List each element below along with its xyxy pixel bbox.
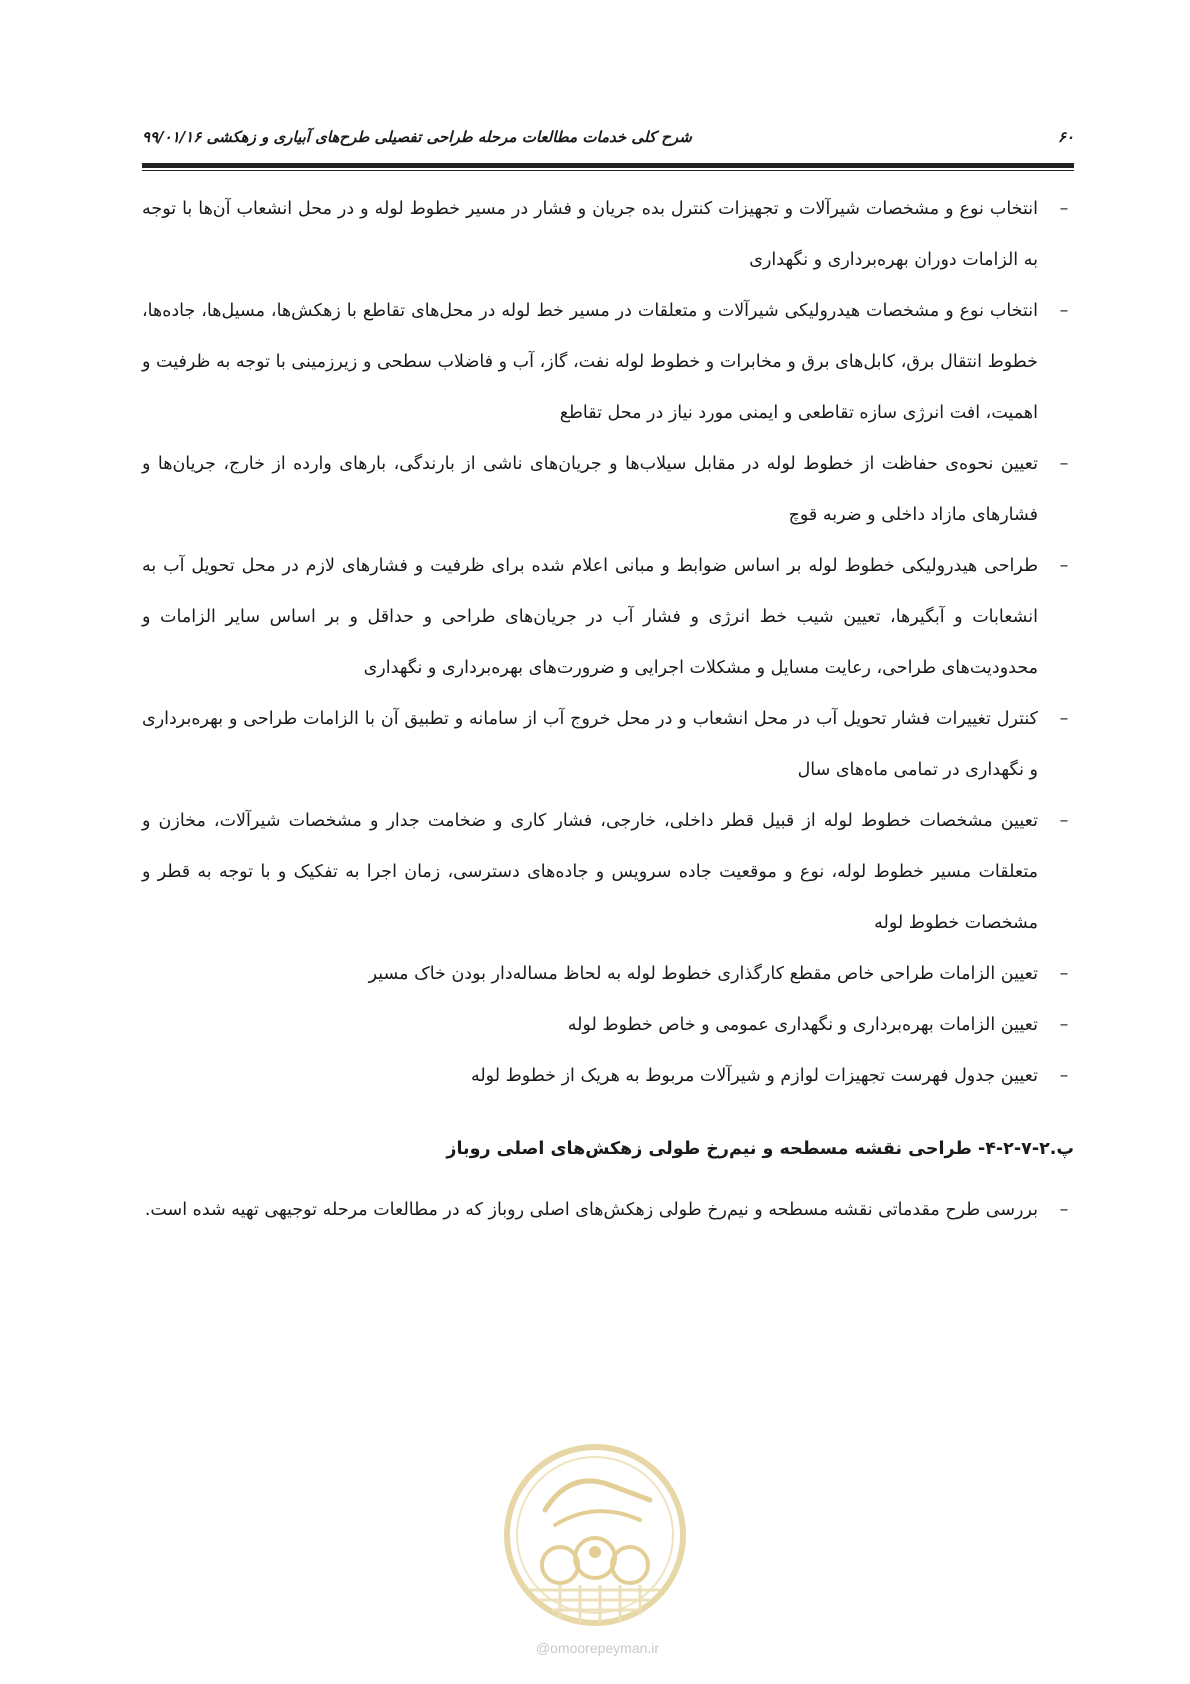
list-item-text: تعیین نحوه‌ی حفاظت از خطوط لوله در مقابل سیلاب‌ها و جریان‌های ناشی از بارندگی، بارهای وارده از خارج، جریان‌ها و فشارهای مازاد داخلی و ضربه قوچ (142, 454, 1038, 525)
list-item (142, 796, 1074, 949)
page-content (142, 184, 1074, 1236)
bullet-dash: – (1059, 1200, 1069, 1220)
list-item (142, 439, 1074, 541)
header-rule (142, 163, 1074, 168)
bullet-dash: – (1059, 1066, 1069, 1086)
header-rule-thin (142, 170, 1074, 171)
bullet-dash: – (1059, 709, 1069, 729)
bullet-dash: – (1059, 199, 1069, 219)
requirements-list (142, 184, 1074, 1102)
section-list (142, 1185, 1074, 1236)
list-item-text: انتخاب نوع و مشخصات هیدرولیکی شیرآلات و متعلقات در مسیر خط لوله در محل‌های تقاطع با زهکش‌ها، مسیل‌ها، جاده‌ها، خطوط انتقال برق، کابل‌های برق و مخابرات و خطوط لوله نفت، گاز، آب و فاضلاب سطحی و زیرزمینی با توجه به ظرفیت و اهمیت، افت انرژی سازه تقاطعی و ایمنی مورد نیاز در محل تقاطع (142, 301, 1038, 423)
list-item (142, 1051, 1074, 1102)
list-item (142, 1000, 1074, 1051)
list-item-text: تعیین جدول فهرست تجهیزات لوازم و شیرآلات مربوط به هریک از خطوط لوله (470, 1066, 1038, 1086)
bullet-dash: – (1059, 964, 1069, 984)
bullet-dash: – (1059, 301, 1069, 321)
list-item-text: کنترل تغییرات فشار تحویل آب در محل انشعاب و در محل خروج آب از سامانه و تطبیق آن با الزامات طراحی و بهره‌برداری و نگهداری در تمامی ماه‌های سال (142, 709, 1038, 780)
bullet-dash: – (1059, 1015, 1069, 1035)
page-number: ۶۰ (1057, 128, 1074, 146)
page-header (142, 126, 1074, 150)
bullet-dash: – (1059, 811, 1069, 831)
watermark-url: @omoorepeyman.ir (535, 1640, 660, 1656)
bullet-dash: – (1059, 454, 1069, 474)
list-item-text: انتخاب نوع و مشخصات شیرآلات و تجهیزات کنترل بده جریان و فشار در مسیر خطوط لوله و در محل انشعاب آن‌ها با توجه به الزامات دوران بهره‌برداری و نگهداری (142, 199, 1038, 270)
list-item-text: تعیین الزامات طراحی خاص مقطع کارگذاری خطوط لوله به لحاظ مساله‌دار بودن خاک مسیر (368, 964, 1038, 984)
list-item (142, 286, 1074, 439)
list-item (142, 949, 1074, 1000)
list-item (142, 694, 1074, 796)
list-item (142, 184, 1074, 286)
list-item (142, 541, 1074, 694)
list-item-text: تعیین مشخصات خطوط لوله از قبیل قطر داخلی، خارجی، فشار کاری و ضخامت جدار و مشخصات شیرآلات، مخازن و متعلقات مسیر خطوط لوله، نوع و موقعیت جاده سرویس و جاده‌های دسترسی، زمان اجرا به تفکیک و با توجه به قطر و مشخصات خطوط لوله (142, 811, 1038, 933)
list-item-text: بررسی طرح مقدماتی نقشه مسطحه و نیم‌رخ طولی زهکش‌های اصلی روباز که در مطالعات مرحله توجیهی تهیه شده است. (144, 1200, 1038, 1220)
section-heading: پ.۲-۷-۲-۴- طراحی نقشه مسطحه و نیم‌رخ طولی زهکش‌های اصلی روباز (446, 1139, 1074, 1159)
list-item (142, 1185, 1074, 1236)
watermark-logo (500, 1440, 690, 1630)
list-item-text: تعیین الزامات بهره‌برداری و نگهداری عمومی و خاص خطوط لوله (567, 1015, 1038, 1035)
list-item-text: طراحی هیدرولیکی خطوط لوله بر اساس ضوابط و مبانی اعلام شده برای ظرفیت و فشارهای لازم در محل تحویل آب به انشعابات و آبگیرها، تعیین شیب خط انرژی و فشار آب در جریان‌های طراحی و حداقل و بر اساس سایر الزامات و محدودیت‌های طراحی، رعایت مسایل و مشکلات اجرایی و ضرورت‌های بهره‌برداری و نگهداری (142, 556, 1038, 678)
bullet-dash: – (1059, 556, 1069, 576)
header-title: شرح کلی خدمات مطالعات مرحله طراحی تفصیلی طرح‌های آبیاری و زهکشی ۹۹/۰۱/۱۶ (142, 128, 692, 146)
